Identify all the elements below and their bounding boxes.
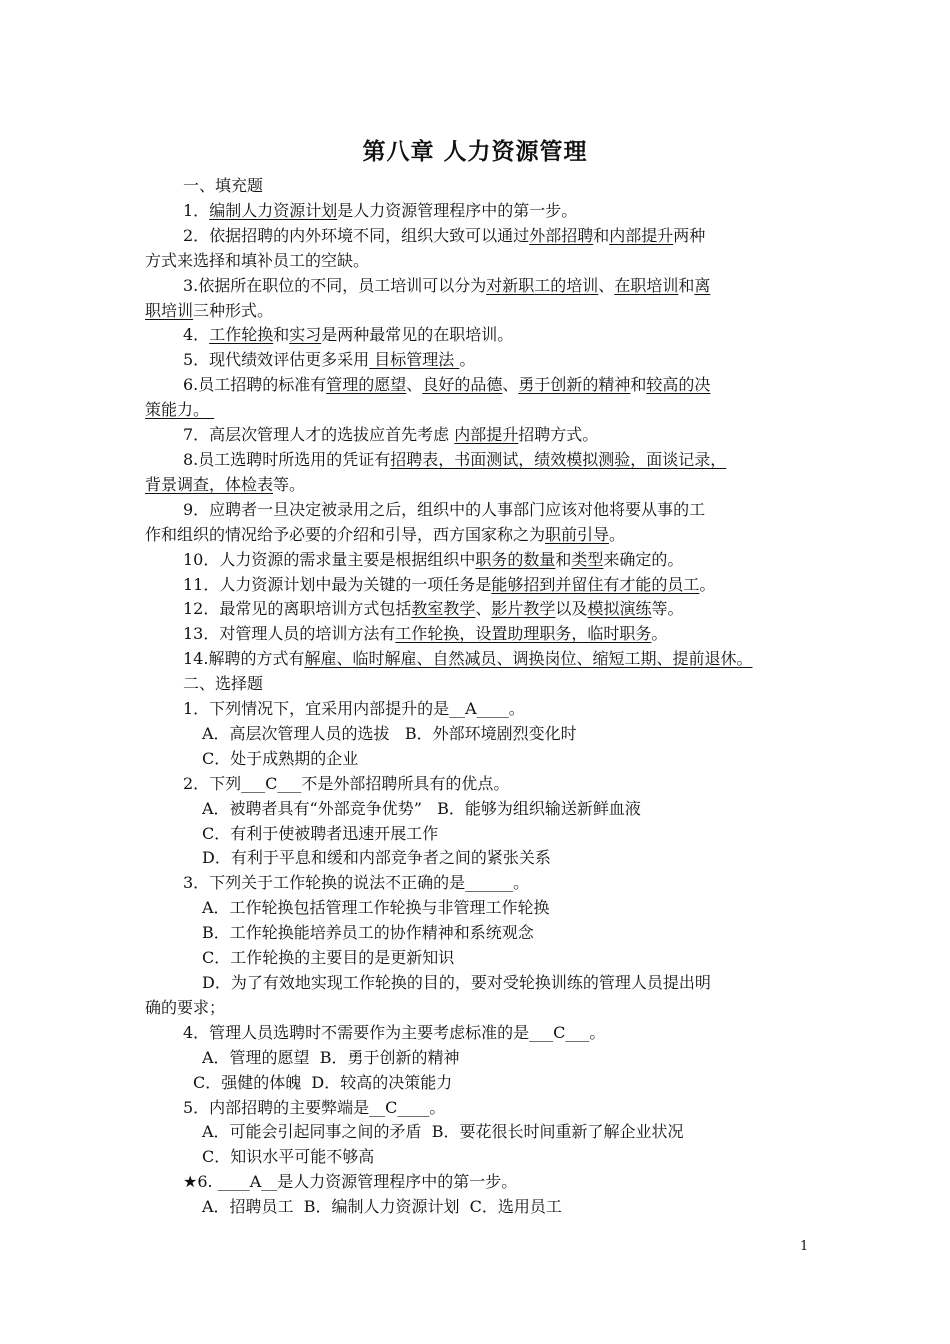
fill-question-14: 14.解聘的方式有解雇、临时解雇、自然减员、调换岗位、缩短工期、提前退休。 [183,649,753,669]
page-number: 1 [800,1239,809,1254]
choice-options: A．工作轮换包括管理工作轮换与非管理工作轮换 [202,898,550,918]
fill-question-7: 7．高层次管理人才的选拔应首先考虑 内部提升招聘方式。 [183,425,599,445]
fill-question-10: 10．人力资源的需求量主要是根据组织中职务的数量和类型来确定的。 [183,549,684,569]
answer-blank: 目标管理法 [369,350,460,370]
fill-question-12: 12．最常见的离职培训方式包括教室教学、影片教学以及模拟演练等。 [183,599,684,619]
fill-question-6: 6.员工招聘的标准有管理的愿望、良好的品德、勇于创新的精神和较高的决 [183,375,711,395]
answer-blank: 招聘表，书面测试，绩效模拟测验，面谈记录， [390,449,727,469]
choice-options-cont: 确的要求； [145,997,226,1017]
answer-blank: 能够招到并留住有才能的员工 [491,574,700,594]
choice-options: A．管理的愿望 B．勇于创新的精神 [202,1047,460,1067]
answer-blank: 离 [694,275,711,295]
answer-blank: 内部提升 [454,425,519,445]
choice-question-4: 4．管理人员选聘时不需要作为主要考虑标准的是___C___。 [183,1022,606,1042]
answer-blank: 工作轮换 [209,325,274,345]
answer-blank: 职前引导 [545,524,610,544]
answer-blank: 管理的愿望 [326,375,407,395]
choice-options: D．有利于平息和缓和内部竞争者之间的紧张关系 [202,848,551,868]
fill-question-8: 8.员工选聘时所选用的凭证有招聘表，书面测试，绩效模拟测验，面谈记录， [183,449,727,469]
answer-blank: 影片教学 [491,599,556,619]
fill-question-4: 4．工作轮换和实习是两种最常见的在职培训。 [183,325,514,345]
answer-blank: 模拟演练 [587,599,652,619]
fill-question-6-cont [145,398,815,423]
fill-question-9: 9．应聘者一旦决定被录用之后，组织中的人事部门应该对他将要从事的工 [183,499,706,519]
choice-question-3: 3．下列关于工作轮换的说法不正确的是______。 [183,873,530,893]
answer-blank: 勇于创新的精神 [518,375,631,395]
answer-blank: 实习 [289,325,322,345]
choice-options: A．可能会引起同事之间的矛盾 B．要花很长时间重新了解企业状况 [202,1122,684,1142]
choice-options: A．被聘者具有“外部竞争优势” B．能够为组织输送新鲜血液 [202,798,641,818]
choice-options: A．招聘员工 B．编制人力资源计划 C．选用员工 [202,1197,562,1217]
fill-question-11: 11．人力资源计划中最为关键的一项任务是能够招到并留住有才能的员工。 [183,574,716,594]
answer-blank: 对新职工的培训 [486,275,599,295]
fill-question-3: 3.依据所在职位的不同，员工培训可以分为对新职工的培训、在职培训和离 [183,275,711,295]
choice-options: D．为了有效地实现工作轮换的目的，要对受轮换训练的管理人员提出明 [202,973,711,992]
fill-question-2: 2．依据招聘的内外环境不同，组织大致可以通过外部招聘和内部提升两种 [183,225,706,245]
document-body [145,174,815,1220]
choice-options: A．高层次管理人员的选拔 B．外部环境剧烈变化时 [202,723,577,743]
fill-question-9-cont: 作和组织的情况给予必要的介绍和引导，西方国家称之为职前引导。 [145,524,626,544]
fill-question-1: 1．编制人力资源计划是人力资源管理程序中的第一步。 [183,200,578,220]
choice-question-5: 5．内部招聘的主要弊端是__C____。 [183,1097,446,1117]
answer-blank: 教室教学 [411,599,476,619]
answer-blank: 工作轮换，设置助理职务，临时职务 [395,624,652,644]
choice-options: C．有利于使被聘者迅速开展工作 [202,823,439,843]
choice-options: C．工作轮换的主要目的是更新知识 [202,948,455,968]
choice-question-6: ★6. ____A__是人力资源管理程序中的第一步。 [183,1172,518,1192]
answer-blank: 类型 [571,549,604,569]
page-title: 第八章 人力资源管理 [362,139,588,165]
answer-blank: 策能力。 [145,400,215,420]
choice-options: C．知识水平可能不够高 [202,1147,375,1167]
choice-options: C．强健的体魄 D．较高的决策能力 [193,1072,453,1092]
fill-question-13: 13．对管理人员的培训方法有工作轮换，设置助理职务，临时职务。 [183,624,668,644]
section-heading-choice: 二、选择题 [183,674,264,694]
answer-blank: 较高的决 [646,375,711,395]
fill-question-2-cont: 方式来选择和填补员工的空缺。 [145,250,370,270]
answer-blank: 在职培训 [614,275,679,295]
choice-question-1: 1．下列情况下，宜采用内部提升的是__A____。 [183,699,525,719]
answer-blank: 良好的品德 [422,375,503,395]
answer-blank: 解雇、临时解雇、自然减员、调换岗位、缩短工期、提前退休。 [304,649,753,669]
section-heading-fill: 一、填充题 [183,176,264,195]
choice-options: C．处于成熟期的企业 [202,748,359,768]
answer-blank: 职务的数量 [475,549,556,569]
answer-blank: 内部提升 [609,225,674,245]
answer-blank: 外部招聘 [529,225,594,245]
answer-blank: 编制人力资源计划 [209,200,338,220]
fill-question-3-cont: 职培训三种形式。 [145,300,274,320]
choice-question-2: 2．下列___C___不是外部招聘所具有的优点。 [183,773,510,793]
choice-options: B．工作轮换能培养员工的协作精神和系统观念 [202,923,534,943]
answer-blank: 职培训 [145,300,194,320]
answer-blank: 背景调查，体检表 [145,474,274,494]
fill-question-5: 5．现代绩效评估更多采用 目标管理法 。 [183,350,476,370]
fill-question-8-cont: 背景调查，体检表等。 [145,474,306,494]
